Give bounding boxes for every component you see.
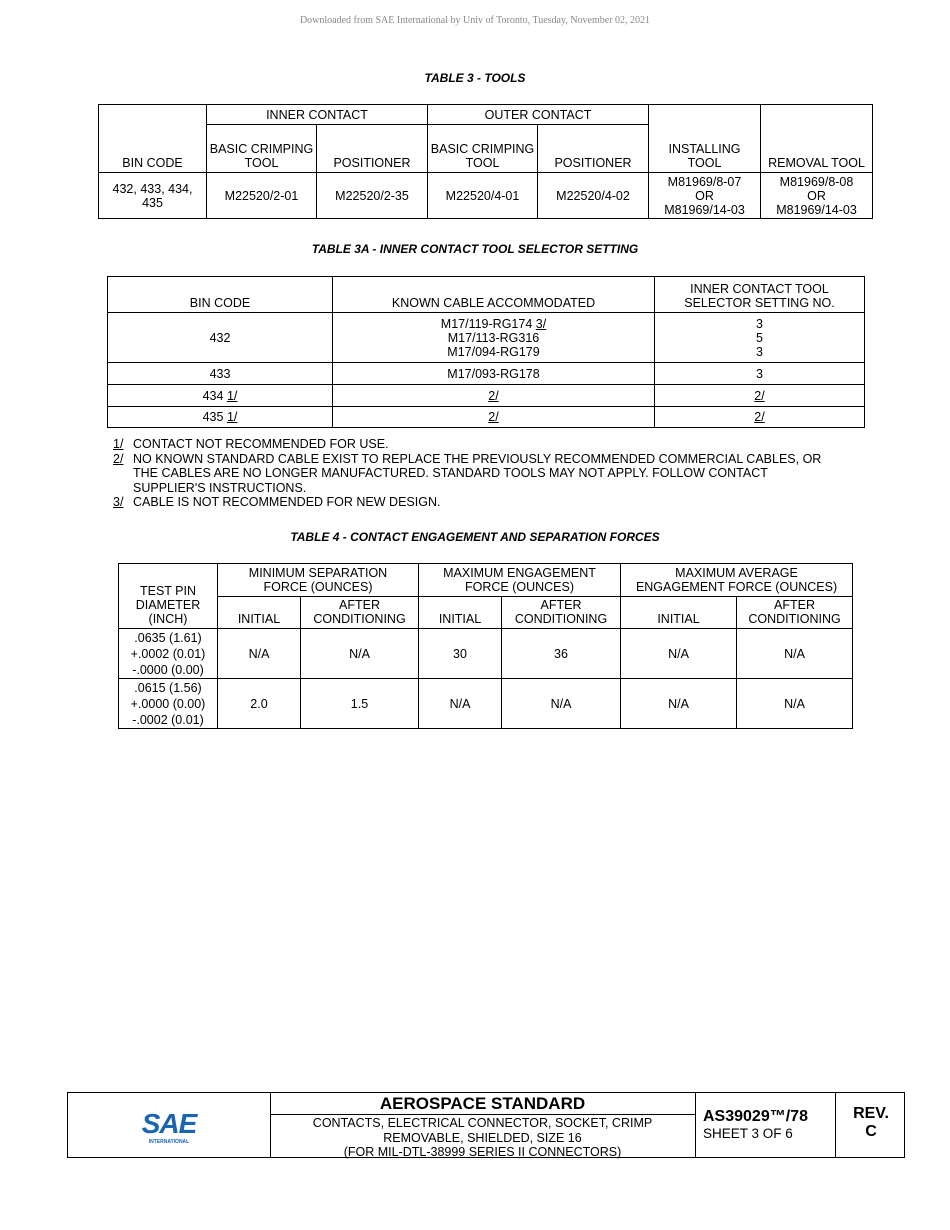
footnote-2: 2/ NO KNOWN STANDARD CABLE EXIST TO REPLACE THE PREVIOUSLY RECOMMENDED COMMERCIAL CABLES, OR THE CABLES ARE NO LONGER MANUFACTURED. STANDARD TOOLS MAY NOT APPLY. FOLLOW CONTACT SUPPLIER'S INSTRUCTIONS. [113, 451, 822, 495]
t4-initial-1: INITIAL [218, 597, 301, 629]
t3-outer-contact-header: OUTER CONTACT [428, 105, 649, 125]
document-number: AS39029™/78 [703, 1108, 808, 1125]
t4-row1-val: N/A [218, 629, 301, 679]
t4-row2-dia: .0615 (1.56) +.0000 (0.00) -.0002 (0.01) [119, 679, 218, 729]
t3-inner-crimp-cell: M22520/2-01 [207, 173, 317, 219]
t3-installing-header: INSTALLING TOOL [649, 105, 761, 173]
t3a-435-bin: 435 1/ [108, 407, 333, 428]
t4-row2-val: 2.0 [218, 679, 301, 729]
t3a-434-setting: 2/ [655, 385, 865, 407]
t3-outer-positioner-header: POSITIONER [538, 125, 649, 173]
t4-row1-val: N/A [301, 629, 419, 679]
sae-logo-cell [68, 1093, 271, 1157]
t3-removal-cell: M81969/8-08 OR M81969/14-03 [761, 173, 873, 219]
t4-row-2 [119, 679, 853, 729]
table4-title: TABLE 4 - CONTACT ENGAGEMENT AND SEPARATION FORCES [290, 530, 660, 544]
table3a-title: TABLE 3A - INNER CONTACT TOOL SELECTOR SETTING [311, 242, 639, 256]
t4-row2-val: N/A [737, 679, 853, 729]
t3-removal-header: REMOVAL TOOL [761, 105, 873, 173]
footnotes [113, 437, 843, 510]
title-block [67, 1092, 905, 1158]
t4-max-eng-header: MAXIMUM ENGAGEMENT FORCE (OUNCES) [419, 564, 621, 597]
sae-logo-letters: SAE [141, 1108, 197, 1139]
t4-after-1: AFTER CONDITIONING [301, 597, 419, 629]
table4-forces [118, 563, 853, 729]
t4-initial-3: INITIAL [621, 597, 737, 629]
document-title-cell [270, 1093, 696, 1157]
revision-label: REV. [853, 1105, 889, 1122]
footnote-1: 1/ CONTACT NOT RECOMMENDED FOR USE. [113, 437, 389, 451]
t4-row2-val: N/A [621, 679, 737, 729]
t4-after-2: AFTER CONDITIONING [502, 597, 621, 629]
t3a-432-cables: M17/119-RG174 3/ M17/113-RG316 M17/094-RG179 [333, 313, 655, 363]
t3a-433-cable: M17/093-RG178 [333, 363, 655, 385]
t4-after-3: AFTER CONDITIONING [737, 597, 853, 629]
t3-inner-contact-header: INNER CONTACT [207, 105, 428, 125]
t4-row1-val: N/A [737, 629, 853, 679]
t4-row1-val: 30 [419, 629, 502, 679]
t3a-setting-header: INNER CONTACT TOOL SELECTOR SETTING NO. [655, 277, 865, 313]
t3-bin-cell: 432, 433, 434, 435 [99, 173, 207, 219]
t3a-432-bin: 432 [108, 313, 333, 363]
t4-row1-dia: .0635 (1.61) +.0002 (0.01) -.0000 (0.00) [119, 629, 218, 679]
t4-row1-val: 36 [502, 629, 621, 679]
t3-installing-cell: M81969/8-07 OR M81969/14-03 [649, 173, 761, 219]
t4-row2-val: N/A [419, 679, 502, 729]
t3a-435-cable: 2/ [333, 407, 655, 428]
t3a-432-settings: 3 5 3 [655, 313, 865, 363]
table3-title: TABLE 3 - TOOLS [424, 71, 526, 85]
t3a-cable-header: KNOWN CABLE ACCOMMODATED [333, 277, 655, 313]
t3-outer-crimp-header: BASIC CRIMPING TOOL [428, 125, 538, 173]
table3-tools [98, 104, 873, 219]
t4-initial-2: INITIAL [419, 597, 502, 629]
document-description: CONTACTS, ELECTRICAL CONNECTOR, SOCKET, CRIMP REMOVABLE, SHIELDED, SIZE 16 (FOR MIL-DTL-38999 SERIES II CONNECTORS) [312, 1116, 653, 1159]
revision-cell [836, 1093, 906, 1157]
t4-row1-val: N/A [621, 629, 737, 679]
t3a-434-cable: 2/ [333, 385, 655, 407]
t3-inner-pos-cell: M22520/2-35 [317, 173, 428, 219]
standard-heading: AEROSPACE STANDARD [270, 1093, 695, 1115]
revision-value: C [865, 1123, 877, 1140]
sae-logo [68, 1093, 270, 1157]
t3a-433-setting: 3 [655, 363, 865, 385]
table3a-selector [107, 276, 865, 428]
t4-test-pin-header: TEST PIN DIAMETER (INCH) [119, 564, 218, 629]
t3-outer-pos-cell: M22520/4-02 [538, 173, 649, 219]
t3-bin-code-header: BIN CODE [99, 105, 207, 173]
download-watermark: Downloaded from SAE International by Univ of Toronto, Tuesday, November 02, 2021 [299, 15, 651, 26]
t3a-435-setting: 2/ [655, 407, 865, 428]
sae-logo-subtitle: INTERNATIONAL [148, 1139, 190, 1145]
t3a-434-bin: 434 1/ [108, 385, 333, 407]
footnote-3: 3/ CABLE IS NOT RECOMMENDED FOR NEW DESIGN. [113, 495, 441, 509]
t3-inner-positioner-header: POSITIONER [317, 125, 428, 173]
t4-row2-val: 1.5 [301, 679, 419, 729]
t3a-433-bin: 433 [108, 363, 333, 385]
t3a-bin-header: BIN CODE [108, 277, 333, 313]
t4-min-sep-header: MINIMUM SEPARATION FORCE (OUNCES) [218, 564, 419, 597]
document-number-cell [695, 1093, 836, 1157]
t4-max-avg-header: MAXIMUM AVERAGE ENGAGEMENT FORCE (OUNCES) [621, 564, 853, 597]
t3-inner-crimp-header: BASIC CRIMPING TOOL [207, 125, 317, 173]
sheet-number: SHEET 3 OF 6 [703, 1126, 793, 1141]
t4-row-1 [119, 629, 853, 679]
t4-row2-val: N/A [502, 679, 621, 729]
t3-outer-crimp-cell: M22520/4-01 [428, 173, 538, 219]
